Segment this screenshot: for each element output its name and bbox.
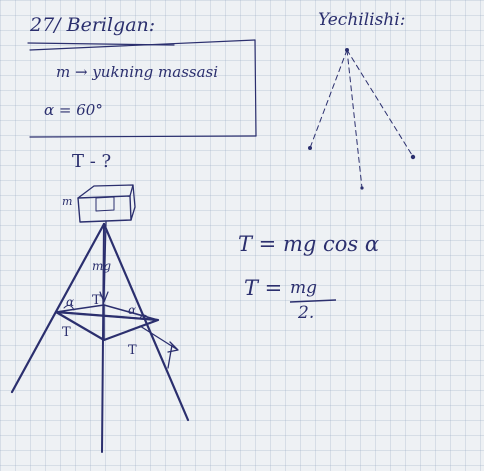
angle-label-right: α <box>128 303 137 317</box>
formula-result-denominator: 2. <box>298 303 315 323</box>
solution-heading: Yechilishi: <box>318 10 406 30</box>
formula-result-numerator: mg <box>290 278 318 298</box>
given-line-mass: m → yukning massasi <box>56 63 219 81</box>
tension-label-left: T <box>62 325 71 340</box>
tension-label-mid: T <box>92 293 101 308</box>
given-line-angle: α = 60° <box>44 101 103 119</box>
mass-label: m <box>62 195 73 208</box>
formula-cos: T = mg cos α <box>238 232 380 256</box>
weight-label: mg <box>92 259 112 273</box>
find-label: T - ? <box>72 151 112 172</box>
tension-label-right: T <box>128 343 137 358</box>
problem-title: 27/ Berilgan: <box>30 14 156 36</box>
formula-result-lhs: T = <box>244 276 283 300</box>
angle-label-left: α <box>66 295 75 309</box>
